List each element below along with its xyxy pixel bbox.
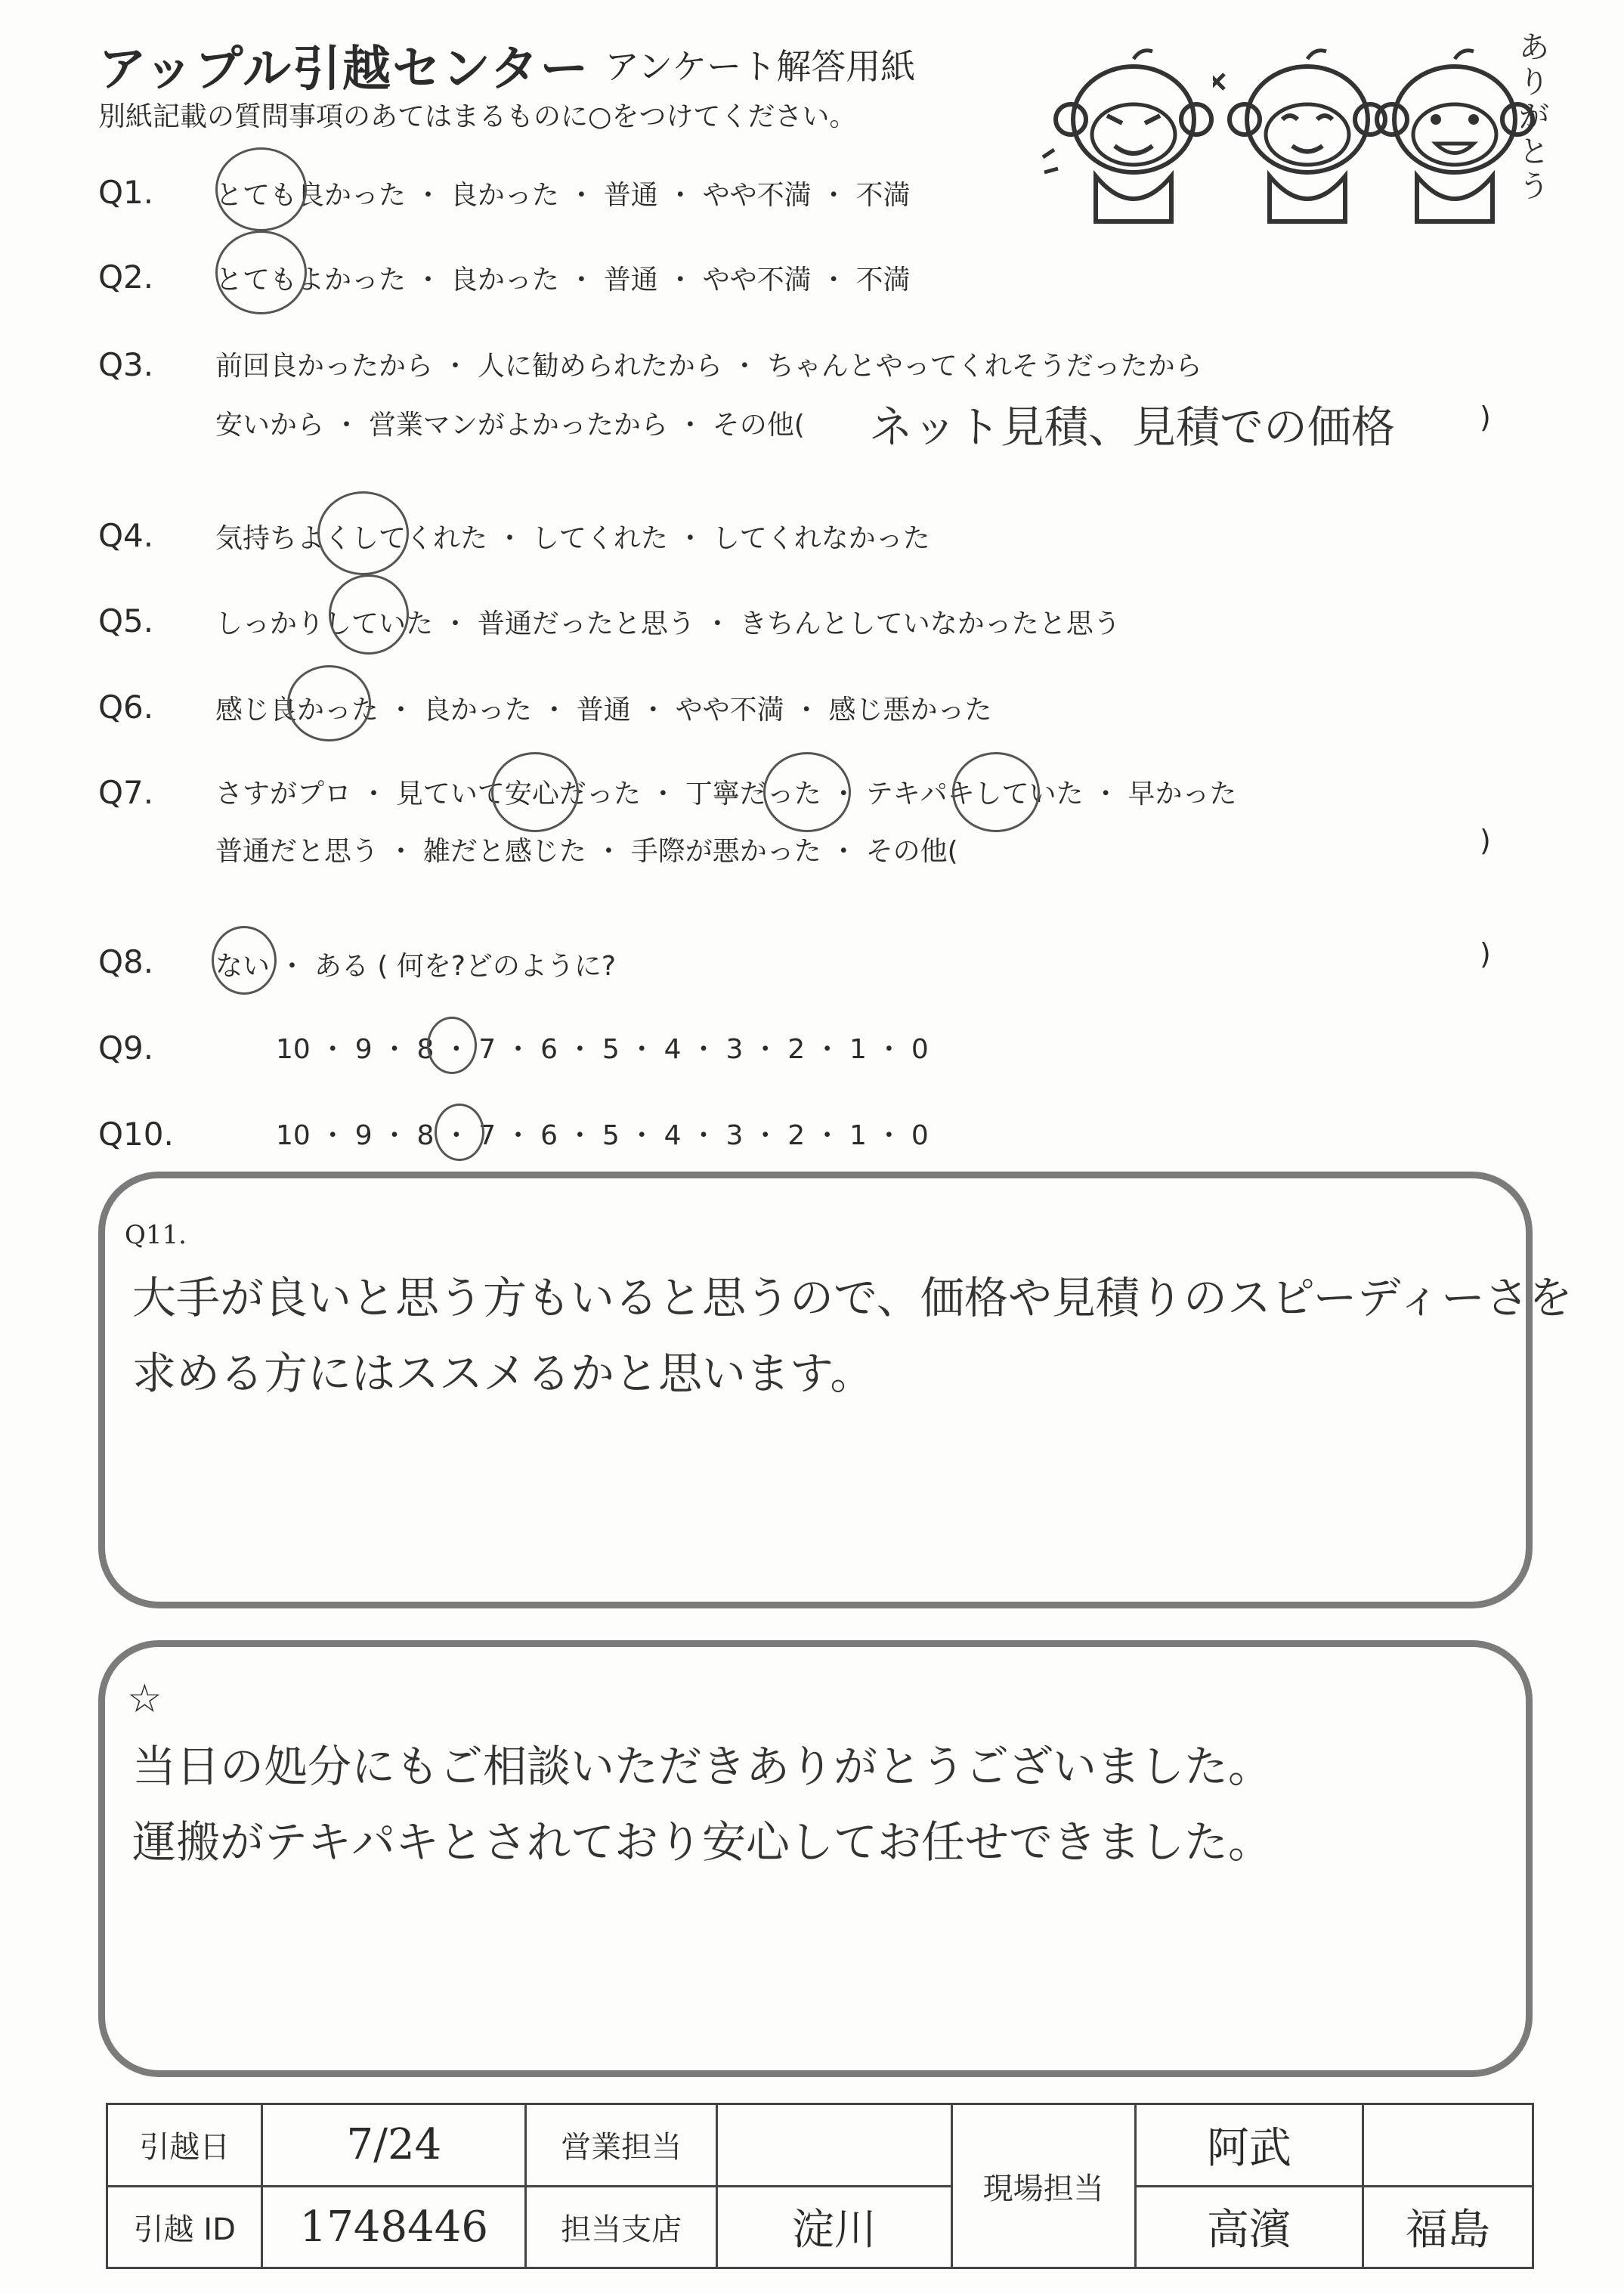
question-label: Q1. <box>98 174 154 211</box>
question-label: Q7. <box>98 774 154 811</box>
comment-line: 運搬がテキパキとされており安心してお任せできました。 <box>132 1816 1273 1868</box>
handwritten-other-answer: ネット見積、見積での価格 <box>869 401 1396 453</box>
question-options: ない ・ ある ( 何を?どのように? <box>215 951 617 982</box>
selection-circle <box>491 752 579 832</box>
mascot-thanks-text: ありがとう <box>1519 30 1549 204</box>
selection-circle <box>212 926 277 995</box>
selection-circle <box>287 665 371 741</box>
site-staff-empty <box>1363 2104 1533 2187</box>
question-options: さすがプロ ・ 見ていて安心だった ・ 丁寧だった ・ テキパキしていた ・ 早かった <box>215 779 1237 810</box>
move-id-value: 1748446 <box>262 2186 526 2268</box>
selection-circle <box>329 574 409 655</box>
question-label: Q2. <box>98 259 154 296</box>
selection-circle <box>952 752 1040 832</box>
site-staff-name: 高濱 <box>1135 2186 1363 2268</box>
question-label: Q3. <box>98 346 154 383</box>
branch-label: 担当支店 <box>526 2186 717 2268</box>
question-options: 気持ちよくしてくれた ・ してくれた ・ してくれなかった <box>215 523 930 554</box>
sales-label: 営業担当 <box>526 2104 717 2187</box>
question-label: Q4. <box>98 517 154 554</box>
q11-label: Q11. <box>125 1220 187 1250</box>
form-title: アップル引越センター <box>98 42 590 98</box>
question-options: 感じ良かった ・ 良かった ・ 普通 ・ やや不満 ・ 感じ悪かった <box>215 695 992 726</box>
question-label: Q6. <box>98 689 154 726</box>
question-options: 前回良かったから ・ 人に勧められたから ・ ちゃんとやってくれそうだったから <box>215 351 1202 382</box>
q11-answer-line: 大手が良いと思う方もいると思うので、価格や見積りのスピーディーさを <box>132 1272 1573 1323</box>
branch-value: 淀川 <box>717 2186 952 2268</box>
paren-close: ) <box>1480 937 1491 971</box>
question-label: Q5. <box>98 602 154 639</box>
question-label: Q10. <box>98 1116 174 1153</box>
selection-circle <box>435 1104 484 1161</box>
selection-circle <box>763 752 851 832</box>
question-label: Q9. <box>98 1029 154 1067</box>
question-label: Q8. <box>98 943 154 980</box>
rating-scale: 10 ・ 9 ・ 8 ・ 7 ・ 6 ・ 5 ・ 4 ・ 3 ・ 2 ・ 1 ・ 0 <box>276 1034 929 1065</box>
move-id-label: 引越 ID <box>107 2186 262 2268</box>
selection-circle <box>215 231 307 314</box>
star-icon: ☆ <box>127 1676 162 1722</box>
paren-close: ) <box>1480 401 1491 434</box>
sales-value <box>717 2104 952 2187</box>
question-options-line2: 普通だと思う ・ 雑だと感じた ・ 手際が悪かった ・ その他( <box>215 836 958 867</box>
site-staff-name: 阿武 <box>1135 2104 1363 2187</box>
comment-line: 当日の処分にもご相談いただきありがとうございました。 <box>132 1741 1273 1792</box>
staff-info-table <box>106 2103 1534 2269</box>
selection-circle <box>427 1017 477 1074</box>
selection-circle <box>317 491 409 575</box>
site-staff-label: 現場担当 <box>951 2104 1135 2268</box>
paren-close: ) <box>1480 824 1491 857</box>
rating-scale: 10 ・ 9 ・ 8 ・ 7 ・ 6 ・ 5 ・ 4 ・ 3 ・ 2 ・ 1 ・ 0 <box>276 1120 929 1151</box>
move-date-value: 7/24 <box>262 2104 526 2187</box>
question-options: とてもよかった ・ 良かった ・ 普通 ・ やや不満 ・ 不満 <box>215 265 911 296</box>
monkey-mascot-icon <box>1039 44 1228 233</box>
question-options: しっかりしていた ・ 普通だったと思う ・ きちんとしていなかったと思う <box>215 608 1121 639</box>
q11-answer-line: 求める方にはススメるかと思います。 <box>132 1348 874 1399</box>
selection-circle <box>215 147 307 231</box>
question-options-line2: 安いから ・ 営業マンがよかったから ・ その他( <box>215 410 805 441</box>
form-subtitle: アンケート解答用紙 <box>605 46 916 87</box>
site-staff-name: 福島 <box>1363 2186 1533 2268</box>
instruction-text: 別紙記載の質問事項のあてはまるものに○をつけてください。 <box>98 101 857 132</box>
question-options: とても良かった ・ 良かった ・ 普通 ・ やや不満 ・ 不満 <box>215 180 911 211</box>
move-date-label: 引越日 <box>107 2104 262 2187</box>
